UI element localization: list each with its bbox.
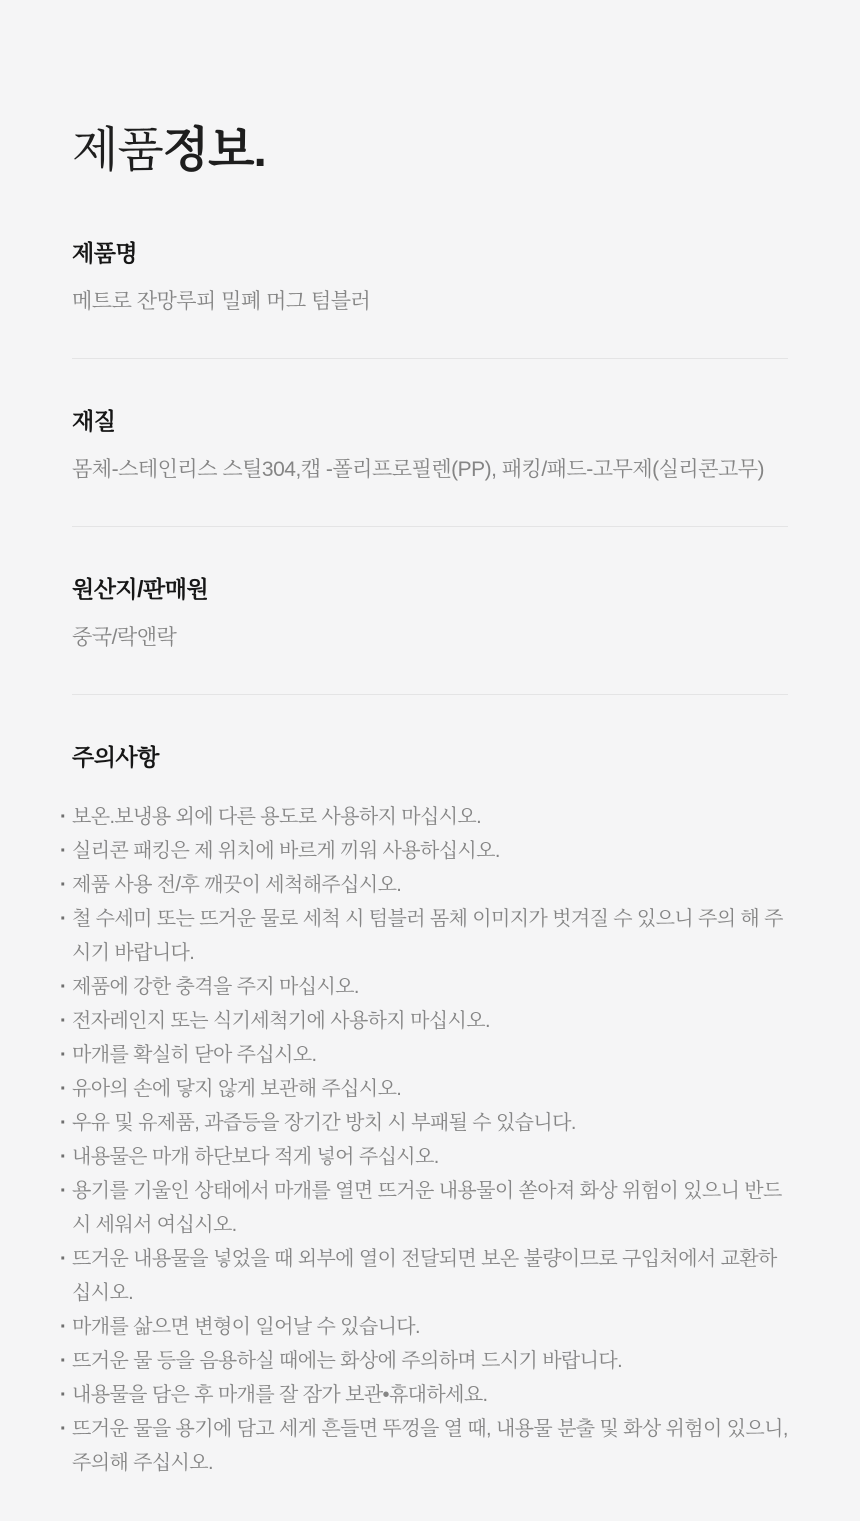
caution-item: · 뜨거운 물을 용기에 담고 세게 흔들면 뚜껑을 열 때, 내용물 분출 및 화상 위험이 있으니, 주의해 주십시오. <box>60 1412 788 1480</box>
section-product-name <box>72 235 788 314</box>
page-title <box>72 125 788 177</box>
section-value: 몸체-스테인리스 스틸304,캡 -폴리프로필렌(PP), 패킹/패드-고무제(실리콘고무) <box>72 457 765 481</box>
divider <box>72 358 788 359</box>
divider <box>72 526 788 527</box>
caution-item: · 제품에 강한 충격을 주지 마십시오. <box>60 970 788 1004</box>
section-heading: 원산지/판매원 <box>72 576 209 603</box>
divider <box>72 694 788 695</box>
caution-item: · 마개를 삶으면 변형이 일어날 수 있습니다. <box>60 1310 788 1344</box>
section-origin-seller <box>72 571 788 650</box>
section-heading: 제품명 <box>72 239 138 266</box>
caution-item: · 내용물을 담은 후 마개를 잘 잠가 보관•휴대하세요. <box>60 1378 788 1412</box>
section-material <box>72 403 788 482</box>
caution-item: · 보온.보냉용 외에 다른 용도로 사용하지 마십시오. <box>60 800 788 834</box>
caution-item: · 용기를 기울인 상태에서 마개를 열면 뜨거운 내용물이 쏟아져 화상 위험이 있으니 반드시 세워서 여십시오. <box>60 1174 788 1242</box>
caution-item: · 뜨거운 내용물을 넣었을 때 외부에 열이 전달되면 보온 불량이므로 구입처에서 교환하십시오. <box>60 1242 788 1310</box>
caution-item: · 우유 및 유제품, 과즙등을 장기간 방치 시 부패될 수 있습니다. <box>60 1106 788 1140</box>
caution-item: · 마개를 확실히 닫아 주십시오. <box>60 1038 788 1072</box>
caution-item: · 유아의 손에 닿지 않게 보관해 주십시오. <box>60 1072 788 1106</box>
caution-item: · 전자레인지 또는 식기세척기에 사용하지 마십시오. <box>60 1004 788 1038</box>
caution-item: · 제품 사용 전/후 깨끗이 세척해주십시오. <box>60 868 788 902</box>
section-heading: 주의사항 <box>72 744 159 771</box>
cautions-list <box>60 800 788 1520</box>
caution-item: · 철 수세미 또는 뜨거운 물로 세척 시 텀블러 몸체 이미지가 벗겨질 수 있으니 주의 해 주시기 바랍니다. <box>60 902 788 970</box>
caution-item: · 내용물은 마개 하단보다 적게 넣어 주십시오. <box>60 1140 788 1174</box>
section-cautions <box>72 739 788 1520</box>
section-value: 중국/락앤락 <box>72 626 177 650</box>
section-heading: 재질 <box>72 407 116 434</box>
caution-item: · 실리콘 패킹은 제 위치에 바르게 끼워 사용하십시오. <box>60 834 788 868</box>
caution-item: · 뜨거운 물 등을 음용하실 때에는 화상에 주의하며 드시기 바랍니다. <box>60 1344 788 1378</box>
page-title-regular: 제품 <box>72 124 163 177</box>
page-title-bold: 정보. <box>162 124 266 177</box>
section-value: 메트로 잔망루피 밀폐 머그 텀블러 <box>72 289 371 313</box>
